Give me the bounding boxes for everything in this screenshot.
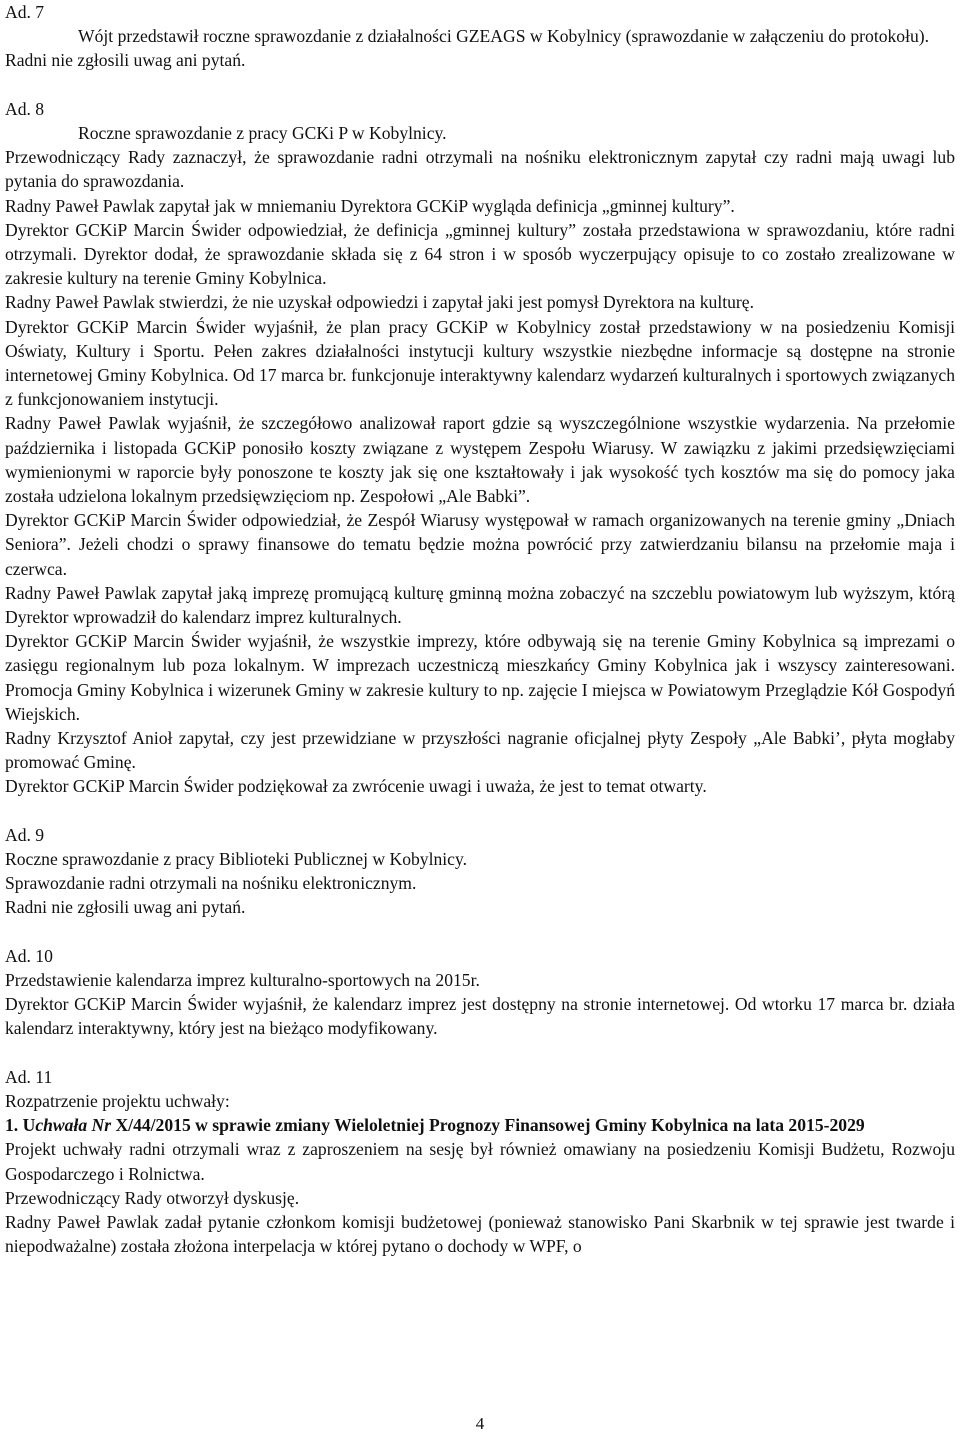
- ad10-paragraph: Dyrektor GCKiP Marcin Świder wyjaśnił, że kalendarz imprez jest dostępny na stronie internetowej. Od wtorku 17 marca br. działa kalendarz interaktywny, który jest na bieżąco modyfikowany.: [5, 994, 955, 1039]
- ad7-paragraph-2: Radni nie zgłosili uwag ani pytań.: [5, 50, 246, 71]
- ad8-paragraph: Dyrektor GCKiP Marcin Świder odpowiedział, że definicja „gminnej kultury” została przedstawiona w sprawozdaniu, które radni otrzymali. Dyrektor dodał, że sprawozdanie składa się z 64 stron i w sposób wyczerpujący opisuje to co zostało zrealizowane w zakresie kultury na terenie Gminy Kobylnica.: [5, 219, 955, 289]
- ad8-paragraph: Przewodniczący Rady zaznaczył, że sprawozdanie radni otrzymali na nośniku elektronicznym zapytał czy radni mają uwagi lub pytania do sprawozdania.: [5, 147, 955, 192]
- page-number: 4: [475, 1414, 485, 1433]
- resolution-italic: chwała Nr: [35, 1115, 112, 1136]
- ad7-paragraph-1: Wójt przedstawił roczne sprawozdanie z działalności GZEAGS w Kobylnicy (sprawozdanie w załączeniu do protokołu).: [78, 26, 930, 47]
- ad7-heading: Ad. 7: [5, 2, 45, 22]
- ad8-paragraph: Radny Paweł Pawlak zapytał jaką imprezę promującą kulturę gminną można zobaczyć na szczeblu powiatowym lub wyższym, którą Dyrektor wprowadził do kalendarz imprez kulturalnych.: [5, 582, 955, 628]
- ad8-heading: Ad. 8: [5, 98, 45, 119]
- ad9-heading: Ad. 9: [5, 824, 45, 845]
- ad8-paragraph: Dyrektor GCKiP Marcin Świder podziękował za zwrócenie uwagi i uważa, że jest to temat otwarty.: [5, 776, 707, 797]
- ad9-line: Radni nie zgłosili uwag ani pytań.: [5, 897, 246, 918]
- ad11-paragraph: Projekt uchwały radni otrzymali wraz z zaproszeniem na sesję był również omawiany na posiedzeniu Komisji Budżetu, Rozwoju Gospodarczego i Rolnictwa.: [5, 1139, 955, 1184]
- ad9-line: Sprawozdanie radni otrzymali na nośniku elektronicznym.: [5, 873, 417, 894]
- ad9-line: Roczne sprawozdanie z pracy Biblioteki Publicznej w Kobylnicy.: [5, 849, 468, 870]
- ad11-paragraph: Przewodniczący Rady otworzył dyskusję.: [5, 1187, 300, 1208]
- ad8-paragraph: Radny Paweł Pawlak wyjaśnił, że szczegółowo analizował raport gdzie są wyszczególnione wszystkie wydarzenia. Na przełomie października i listopada GCKiP ponosiło koszty związane z występem Zespołu Wiarusy. W zawiązku z jakimi przedsięwzięciami wymienionymi w raporcie były ponoszone te koszty jak się one kształtowały i jak wysokość tych kosztów ma się do pomocy jaka została udzielona lokalnym przedsięwzięciom np. Zespołowi „Ale Babki”.: [5, 413, 955, 507]
- ad11-heading: Ad. 11: [5, 1066, 53, 1087]
- ad10-subject: Przedstawienie kalendarza imprez kulturalno-sportowych na 2015r.: [5, 970, 480, 991]
- ad8-paragraph: Radny Krzysztof Anioł zapytał, czy jest przewidziane w przyszłości nagranie oficjalnej płyty Zespoły „Ale Babki’, płyta mogłaby promować Gminę.: [5, 728, 955, 773]
- ad8-paragraph: Radny Paweł Pawlak zapytał jak w mniemaniu Dyrektora GCKiP wygląda definicja „gminnej kultury”.: [5, 195, 735, 216]
- ad10-heading: Ad. 10: [5, 945, 53, 966]
- ad8-paragraph: Radny Paweł Pawlak stwierdzi, że nie uzyskał odpowiedzi i zapytał jaki jest pomysł Dyrektora na kulturę.: [5, 292, 754, 313]
- ad8-paragraph: Dyrektor GCKiP Marcin Świder wyjaśnił, że plan pracy GCKiP w Kobylnicy został przedstawiony w na posiedzeniu Komisji Oświaty, Kultury i Sportu. Pełen zakres działalności instytucji kultury wszystkie niezbędne informacje są dostępne na stronie internetowej Gminy Kobylnica. Od 17 marca br. funkcjonuje interaktywny kalendarz wydarzeń kulturalnych i sportowych związanych z funkcjonowaniem instytucji.: [5, 316, 955, 410]
- ad8-subject: Roczne sprawozdanie z pracy GCKi P w Kobylnicy.: [78, 123, 447, 143]
- ad11-paragraph: Radny Paweł Pawlak zadał pytanie członkom komisji budżetowej (ponieważ stanowisko Pani Skarbnik w tej sprawie jest twarde i niepodważalne) została złożona interpelacja w której pytano o dochody w WPF, o: [5, 1212, 955, 1257]
- document-page: [5, 0, 955, 1259]
- resolution-title-text: X/44/2015 w sprawie zmiany Wieloletniej Prognozy Finansowej Gminy Kobylnica na lata 2015-2029: [111, 1115, 865, 1136]
- ad8-paragraph: Dyrektor GCKiP Marcin Świder wyjaśnił, że wszystkie imprezy, które odbywają się na terenie Gminy Kobylnica są imprezami o zasięgu regionalnym lub poza lokalnym. W imprezach uczestniczą mieszkańcy Gminy Kobylnica jak i wszyscy zainteresowani. Promocja Gminy Kobylnica i wizerunek Gminy w zakresie kultury to np. zajęcie I miejsca w Powiatowym Przeglądzie Kół Gospodyń Wiejskich.: [5, 631, 955, 724]
- ad11-subject: Rozpatrzenie projektu uchwały:: [5, 1091, 230, 1112]
- resolution-title: [5, 1113, 955, 1137]
- resolution-number-prefix: 1. U: [5, 1115, 36, 1136]
- ad8-paragraph: Dyrektor GCKiP Marcin Świder odpowiedział, że Zespół Wiarusy występował w ramach organizowanych na terenie gminy „Dniach Seniora”. Jeżeli chodzi o sprawy finansowe do tematu będzie można powrócić przy zatwierdzaniu bilansu na przełomie maja i czerwca.: [5, 510, 955, 579]
